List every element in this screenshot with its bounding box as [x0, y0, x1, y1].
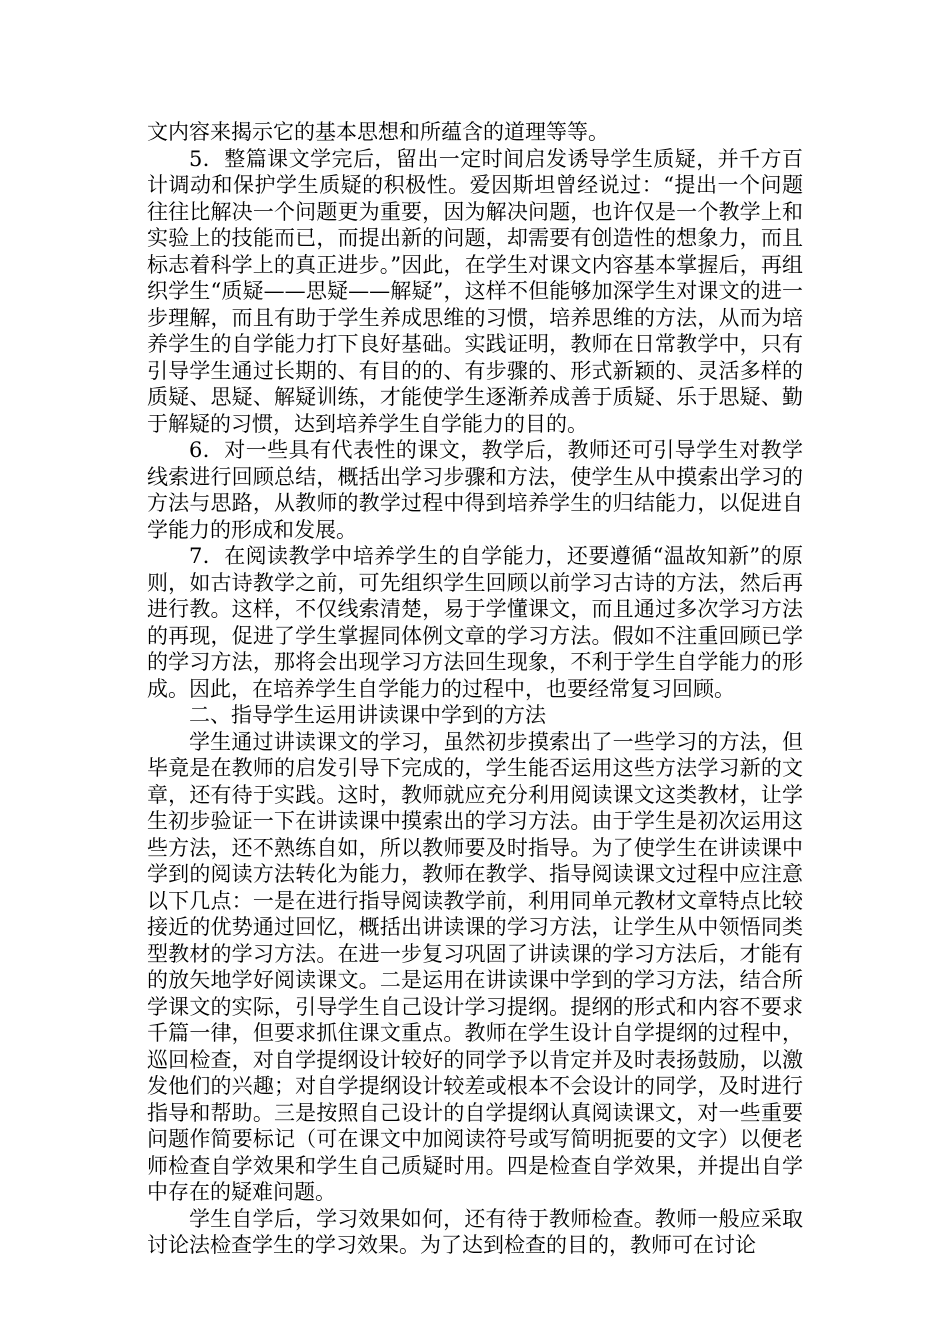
paragraph-body-2: 学生自学后，学习效果如何，还有待于教师检查。教师一般应采取讨论法检查学生的学习效果。为了达到检查的目的，教师可在讨论	[147, 1206, 803, 1257]
paragraph-body-1: 学生通过讲读课文的学习，虽然初步摸索出了一些学习的方法，但毕竟是在教师的启发引导下完成的，学生能否运用这些方法学习新的文章，还有待于实践。这时，教师就应充分利用阅读课文这类教材，让学生初步验证一下在讲读课中摸索出的学习方法。由于学生是初次运用这些方法，还不熟练自如，所以教师要及时指导。为了使学生在讲读课中学到的阅读方法转化为能力，教师在教学、指导阅读课文过程中应注意以下几点：一是在进行指导阅读教学前，利用同单元教材文章特点比较接近的优势通过回忆，概括出讲读课的学习方法，让学生从中领悟同类型教材的学习方法。在进一步复习巩固了讲读课的学习方法后，才能有的放矢地学好阅读课文。二是运用在讲读课中学到的学习方法，结合所学课文的实际，引导学生自己设计学习提纲。提纲的形式和内容不要求千篇一律，但要求抓住课文重点。教师在学生设计自学提纲的过程中，巡回检查，对自学提纲设计较好的同学予以肯定并及时表扬鼓励，以激发他们的兴趣；对自学提纲设计较差或根本不会设计的同学，及时进行指导和帮助。三是按照自己设计的自学提纲认真阅读课文，对一些重要问题作简要标记（可在课文中加阅读符号或写简明扼要的文字）以便老师检查自学效果和学生自己质疑时用。四是检查自学效果，并提出自学中存在的疑难问题。	[147, 729, 803, 1204]
section-heading: 二、指导学生运用讲读课中学到的方法	[189, 703, 546, 727]
paragraph-continuation: 文内容来揭示它的基本思想和所蕴含的道理等等。	[147, 120, 609, 144]
paragraph-item-5: 5．整篇课文学完后，留出一定时间启发诱导学生质疑，并千方百计调动和保护学生质疑的积极性。爱因斯坦曾经说过：“提出一个问题往往比解决一个问题更为重要，因为解决问题，也许仅是一个教学上和实验上的技能而已，而提出新的问题，却需要有创造性的想象力，而且标志着科学上的真正进步。”因此，在学生对课文内容基本掌握后，再组织学生“质疑——思疑——解疑”，这样不但能够加深学生对课文的进一步理解，而且有助于学生养成思维的习惯，培养思维的方法，从而为培养学生的自学能力打下良好基础。实践证明，教师在日常教学中，只有引导学生通过长期的、有目的的、有步骤的、形式新颖的、灵活多样的质疑、思疑、解疑训练，才能使学生逐渐养成善于质疑、乐于思疑、勤于解疑的习惯，达到培养学生自学能力的目的。	[147, 146, 803, 436]
document-page	[147, 119, 803, 1259]
paragraph-item-6: 6．对一些具有代表性的课文，教学后，教师还可引导学生对教学线索进行回顾总结，概括出学习步骤和方法，使学生从中摸索出学习的方法与思路，从教师的教学过程中得到培养学生的归结能力，以促进自学能力的形成和发展。	[147, 438, 803, 542]
paragraph-item-7: 7．在阅读教学中培养学生的自学能力，还要遵循“温故知新”的原则，如古诗教学之前，可先组织学生回顾以前学习古诗的方法，然后再进行教。这样，不仅线索清楚，易于学懂课文，而且通过多次学习方法的再现，促进了学生掌握同体例文章的学习方法。假如不注重回顾已学的学习方法，那将会出现学习方法回生现象，不利于学生自学能力的形成。因此，在培养学生自学能力的过程中，也要经常复习回顾。	[147, 544, 803, 701]
